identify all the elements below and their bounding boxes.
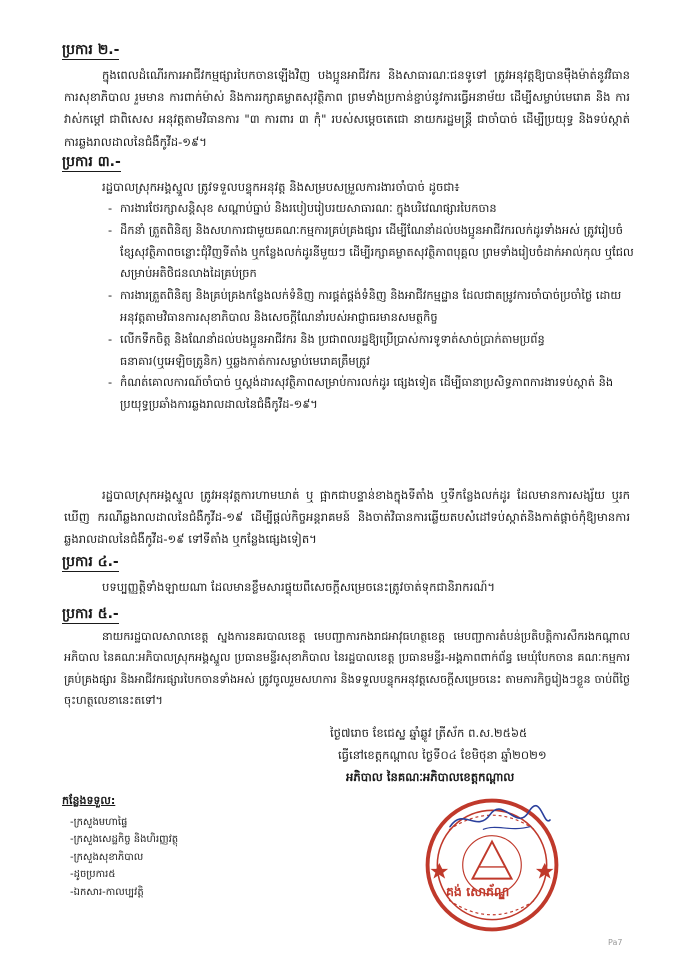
article-4-body: បទប្បញ្ញត្តិទាំងឡាយណា ដែលមានខ្លឹមសារផ្ទុយពីសេចក្តីសម្រេចនេះត្រូវចាត់ទុកជានិរាករណ៍។	[102, 580, 496, 594]
solar-date-block	[338, 744, 638, 766]
article-3-bullet-list	[108, 198, 634, 416]
list-item: -ឯកសារ-កាលប្បវត្តិ	[70, 886, 144, 898]
lunar-date: ថ្ងៃ៧រោច ខែជេស្ឋ ឆ្នាំឆ្លូវ ត្រីស័ក ព.ស.២៥៦៥	[330, 726, 528, 740]
list-item: -ដូចប្រការ៥	[70, 869, 116, 881]
list-item: -ក្រសួងមហាផ្ទៃ	[70, 817, 128, 828]
list-item: - ដឹកនាំ ត្រួតពិនិត្យ និងសហការជាមួយគណៈកម្មការគ្រប់គ្រងផ្សារ ដើម្បីណែនាំដល់បងប្អូនអាជីវករលក់ដូរទាំងអស់ ត្រូវរៀបចំខ្សែសុវត្ថិភាពចន្លោះជុំវិញទីតាំង ឬកន្លែងលក់ដូរនីមួយៗ ដើម្បីរក្សាគម្លាតសុវត្ថិភាពបុគ្គល ព្រមទាំងរៀបចំដាក់អាល់កុល ឬជែលសម្រាប់អតិថិជនលាងដៃគ្រប់ច្រក	[108, 220, 634, 285]
article-2-heading-text: ប្រការ ២.-	[62, 42, 120, 58]
article-4-heading	[62, 552, 119, 573]
article-3-heading-text: ប្រការ ៣.-	[62, 154, 121, 170]
list-item: -ក្រសួងសេដ្ឋកិច្ច និងហិរញ្ញវត្ថុ	[70, 834, 179, 846]
article-2-heading	[62, 40, 119, 61]
signature-icon	[420, 800, 580, 840]
page-mark: Pa7	[608, 938, 623, 947]
list-item: -ក្រសួងសុខាភិបាល	[70, 851, 144, 863]
list-item: - ការងារថែរក្សាសន្តិសុខ សណ្តាប់ធ្នាប់ និងរបៀបរៀបរយសាធារណៈ ក្នុងបរិវេណផ្សារបៃកចាន	[108, 198, 634, 220]
signer-name: គង់ សោភ័ណ្ឌ	[446, 884, 510, 899]
article-5-body: នាយករដ្ឋបាលសាលាខេត្ត ស្នងការនគរបាលខេត្ត មេបញ្ជាការកងរាជអាវុធហត្ថខេត្ត មេបញ្ជាការតំបន់ប្រតិបត្តិការសឹករងកណ្តាល អភិបាល នៃគណៈអភិបាលស្រុកអង្គស្នួល ប្រធានមន្ទីរសុខាភិបាល នៃរដ្ឋបាលខេត្ត ប្រធានមន្ទីរ-អង្គភាពពាក់ព័ន្ធ មេឃុំបែកចាន គណៈកម្មការគ្រប់គ្រងផ្សារ និងអាជីវករផ្សារបៃកចានទាំងអស់ ត្រូវចូលរួមសហការ និងទទួលបន្ទុកអនុវត្តសេចក្តីសម្រេចនេះ តាមភារកិច្ចរៀងៗខ្លួន ចាប់ពីថ្ងៃចុះហត្ថលេខានេះតទៅ។	[64, 630, 630, 708]
article-4-heading-text: ប្រការ ៤.-	[62, 554, 119, 570]
signer-title: អភិបាល នៃគណៈអភិបាលខេត្តកណ្តាល	[346, 770, 515, 784]
article-2-body: ក្នុងពេលដំណើរការអាជីវកម្មផ្សារបៃកចានឡើងវិញ បងប្អូនអាជីវករ និងសាធារណៈជនទូទៅ ត្រូវអនុវត្តឱ្យបានម៉ឺងម៉ាត់នូវវិធានការសុខាភិបាល រួមមាន ការពាក់ម៉ាស់ និងការរក្សាគម្លាតសុវត្ថិភាព ព្រមទាំងប្រកាន់ខ្ជាប់នូវការធ្វើអនាម័យ ដើម្បីសម្លាប់មេរោគ និង ការវាស់កម្តៅ ជាពិសេស អនុវត្តតាមវិធានការ "៣ ការពារ ៣ កុំ" របស់សម្តេចតេជោ នាយករដ្ឋមន្ត្រី ជាចាំបាច់ ដើម្បីប្រយុទ្ធ និងទប់ស្កាត់ការឆ្លងរាលដាលនៃជំងឺកូវីដ-១៩។	[64, 68, 630, 149]
date-block	[330, 722, 630, 744]
list-item: - កំណត់គោលការណ៍ចាំបាច់ ឬស្តង់ដារសុវត្ថិភាពសម្រាប់ការលក់ដូរ ផ្សេងទៀត ដើម្បីធានាប្រសិទ្ធភាពការងារទប់ស្កាត់ និងប្រយុទ្ធប្រឆាំងការឆ្លងរាលដាលនៃជំងឺកូវីដ-១៩។	[108, 372, 634, 416]
list-item: - ការងារត្រួតពិនិត្យ និងគ្រប់គ្រងកន្លែងលក់ទំនិញ ការផ្គត់ផ្គង់ទំនិញ និងអាជីវកម្មដ្ឋាន ដែលជាតម្រូវការចាំបាច់ប្រចាំថ្ងៃ ដោយអនុវត្តតាមវិធានការសុខាភិបាល និងសេចក្តីណែនាំរបស់អាជ្ញាធរមានសមត្ថកិច្ច	[108, 285, 634, 329]
article-3-closing: រដ្ឋបាលស្រុកអង្គស្នួល ត្រូវអនុវត្តការហាមឃាត់ ឬ ផ្អាកជាបន្ទាន់ខាងក្នុងទីតាំង ឬទីកន្លែងលក់ដូរ ដែលមានការសង្ស័យ ឬរកឃើញ ករណីឆ្លងរាលដាលនៃជំងឺកូវីដ-១៩ ដើម្បីផ្តល់កិច្ចអន្តរាគមន៍ និងចាត់វិធានការឆ្លើយតបសំដៅទប់ស្កាត់និងកាត់ផ្តាច់កុំឱ្យមានការឆ្លងរាលដាលនៃជំងឺកូវីដ-១៩ ទៅទីតាំង ឬកន្លែងផ្សេងទៀត។	[64, 488, 630, 547]
article-3-heading	[62, 152, 121, 173]
recipients-list	[70, 814, 178, 901]
article-5-heading-text: ប្រការ ៥.-	[62, 606, 119, 622]
solar-date: ធ្វើនៅខេត្តកណ្តាល ថ្ងៃទី០៤ ខែមិថុនា ឆ្នាំ២០២១	[338, 748, 547, 762]
article-3-intro: រដ្ឋបាលស្រុកអង្គស្នួល ត្រូវទទួលបន្ទុកអនុវត្ត និងសម្របសម្រួលការងារចាំបាច់ ដូចជា៖	[102, 180, 460, 194]
recipients-title: កន្លែងទទួល:	[62, 794, 116, 807]
list-item: - លើកទឹកចិត្ត និងណែនាំដល់បងប្អូនអាជីវករ និង ប្រជាពលរដ្ឋឱ្យប្រើប្រាស់ការទូទាត់សាច់ប្រាក់តាមប្រព័ន្ធធនាគារ(ឬអេឡិចត្រូនិក) ឬឆ្លងកាត់ការសម្លាប់មេរោគត្រឹមត្រូវ	[108, 329, 634, 373]
article-5-heading	[62, 604, 119, 625]
